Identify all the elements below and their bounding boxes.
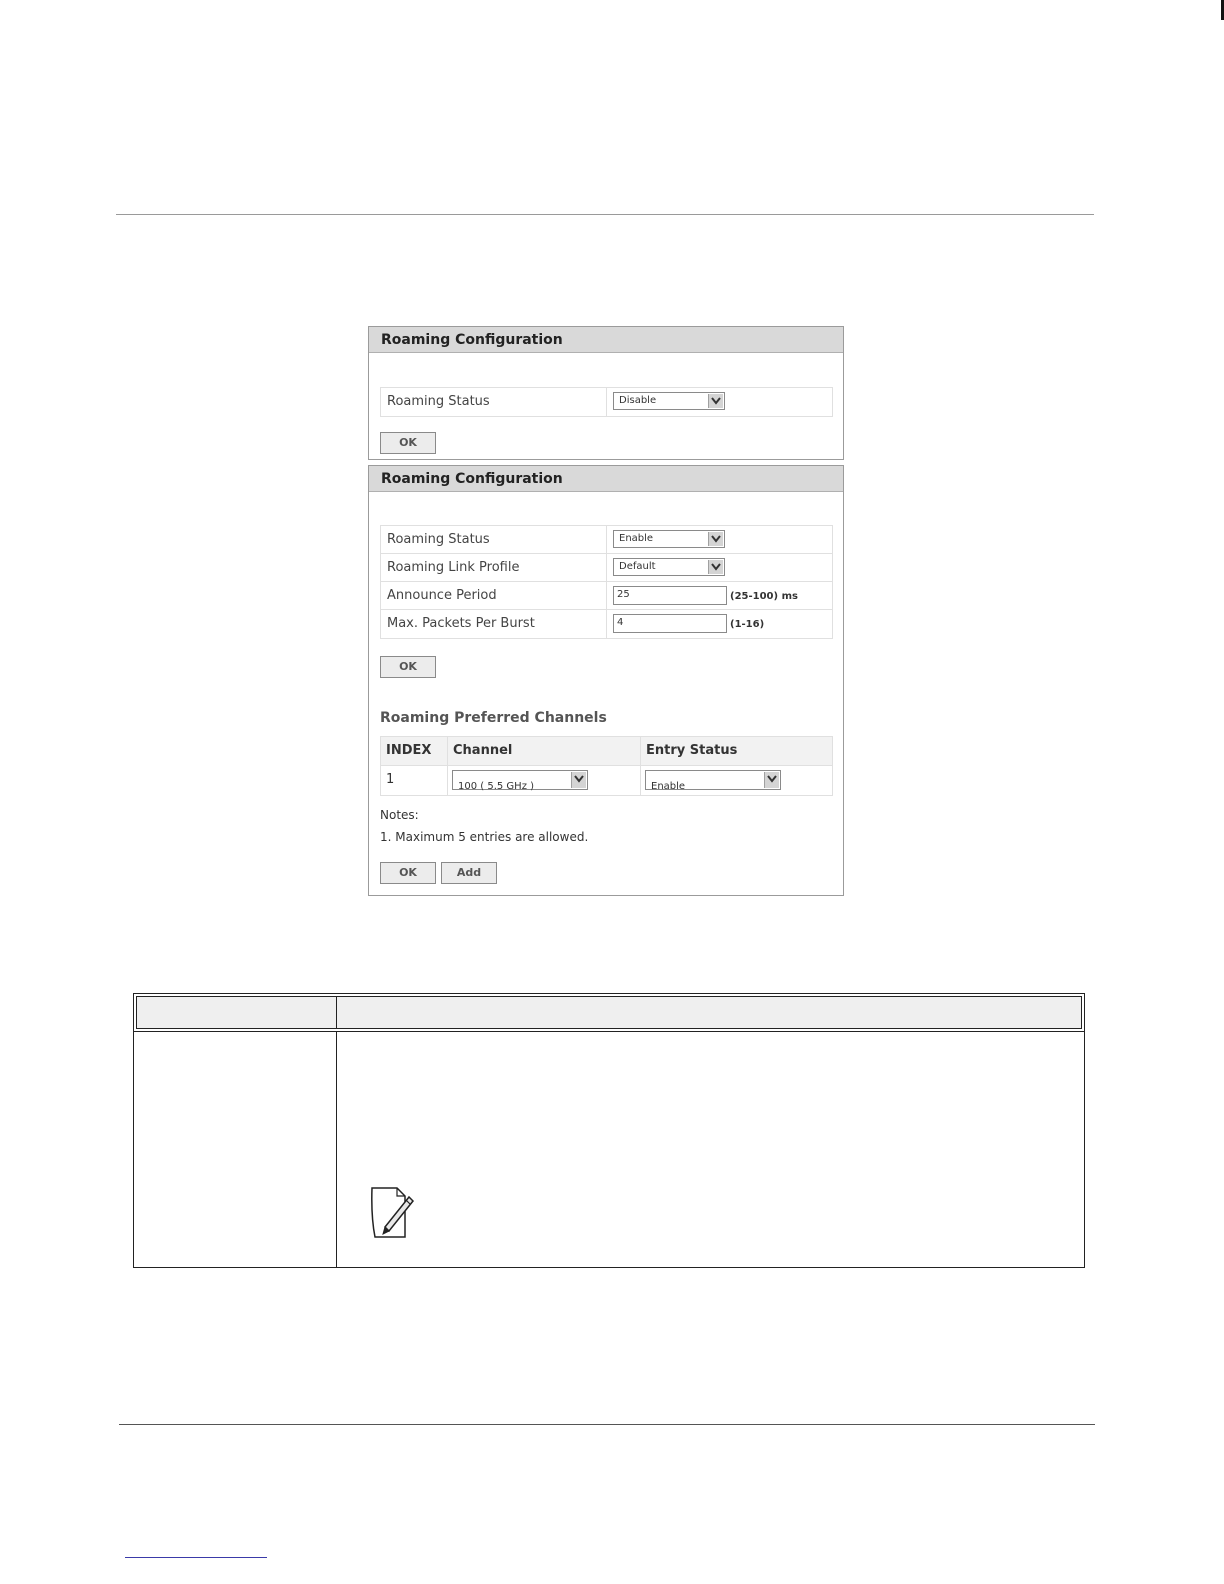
form-row-roaming-status [381, 526, 832, 554]
preferred-channels-table [380, 736, 833, 796]
chevron-down-icon [764, 772, 779, 788]
max-packets-range-hint: (1-16) [730, 619, 765, 630]
entry-status-cell [641, 766, 833, 795]
note-pencil-icon [369, 1187, 417, 1243]
channel-cell [448, 766, 641, 795]
description-table [133, 993, 1085, 1268]
select-value: Disable [619, 395, 657, 406]
entry-status-select[interactable] [645, 770, 781, 790]
parameter-cell [134, 1032, 336, 1267]
column-header-index: INDEX [381, 737, 448, 765]
input-value: 4 [617, 617, 624, 628]
description-table-header [134, 994, 1084, 1032]
note-item: 1. Maximum 5 entries are allowed. [380, 830, 589, 844]
form-table [380, 525, 833, 639]
add-button[interactable]: Add [441, 862, 497, 884]
chevron-down-icon [571, 772, 586, 788]
header-cell-group [136, 996, 1082, 1029]
announce-period-label: Announce Period [381, 582, 607, 609]
roaming-link-profile-select[interactable] [613, 558, 725, 576]
roaming-link-profile-label: Roaming Link Profile [381, 554, 607, 581]
preferred-channels-heading: Roaming Preferred Channels [380, 710, 607, 726]
chevron-down-icon [708, 394, 723, 408]
select-value: 100 ( 5.5 GHz ) [458, 781, 535, 792]
form-row-roaming-link-profile [381, 554, 832, 582]
footer-rule [119, 1424, 1095, 1425]
table-header-row [381, 737, 832, 766]
channel-select[interactable] [452, 770, 588, 790]
header-rule [116, 214, 1094, 215]
form-row-max-packets-per-burst [381, 610, 832, 638]
table-row [381, 766, 832, 795]
header-cell-description [339, 997, 1081, 1028]
roaming-status-label: Roaming Status [381, 526, 607, 553]
roaming-config-panel-enabled [368, 465, 844, 896]
announce-period-range-hint: (25-100) ms [730, 591, 798, 602]
select-value: Default [619, 561, 656, 572]
chevron-down-icon [708, 532, 723, 546]
notes-title: Notes: [380, 808, 419, 822]
max-packets-per-burst-label: Max. Packets Per Burst [381, 610, 607, 638]
panel-header [369, 327, 843, 353]
roaming-config-panel-disabled [368, 326, 844, 460]
ok-button[interactable]: OK [380, 862, 436, 884]
form-row-roaming-status [381, 388, 832, 416]
ok-button[interactable]: OK [380, 656, 436, 678]
select-value: Enable [651, 781, 686, 792]
panel-header [369, 466, 843, 492]
column-header-channel: Channel [448, 737, 641, 765]
input-value: 25 [617, 589, 630, 600]
panel-title: Roaming Configuration [381, 471, 563, 487]
row-index: 1 [381, 766, 448, 795]
roaming-status-select[interactable] [613, 530, 725, 548]
form-table [380, 387, 833, 417]
column-header-entry-status: Entry Status [646, 743, 738, 758]
chevron-down-icon [708, 560, 723, 574]
max-packets-per-burst-input[interactable] [613, 614, 727, 633]
roaming-status-label: Roaming Status [381, 388, 607, 416]
ok-button[interactable]: OK [380, 432, 436, 454]
roaming-status-select[interactable] [613, 392, 725, 410]
footer-link-underline[interactable] [125, 1557, 267, 1558]
column-divider [336, 997, 337, 1028]
announce-period-input[interactable] [613, 586, 727, 605]
description-cell [337, 1032, 1084, 1267]
header-cell-parameter [137, 997, 337, 1028]
panel-title: Roaming Configuration [381, 332, 563, 348]
form-row-announce-period [381, 582, 832, 610]
select-value: Enable [619, 533, 654, 544]
